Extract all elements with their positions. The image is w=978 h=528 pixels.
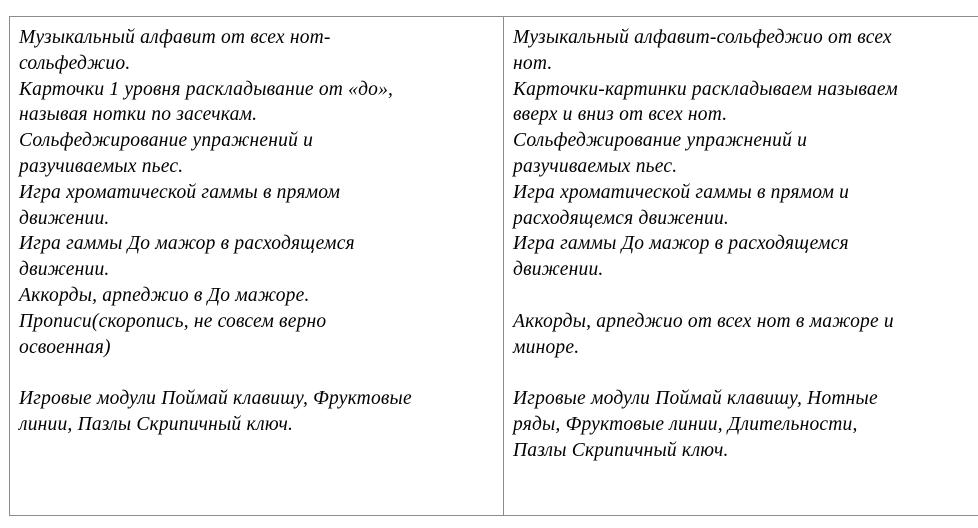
left-line: Карточки 1 уровня раскладывание от «до»,	[19, 78, 394, 100]
left-line: Игра хроматической гаммы в прямом	[19, 181, 341, 203]
right-line: Пазлы Скрипичный ключ.	[513, 439, 729, 461]
right-line: Игра хроматической гаммы в прямом и	[513, 181, 850, 203]
left-line: разучиваемых пьес.	[19, 155, 184, 177]
table-row	[10, 17, 978, 516]
right-line: нот.	[513, 52, 553, 74]
left-line: движении.	[19, 207, 110, 229]
right-line: Аккорды, арпеджио от всех нот в мажоре и	[513, 310, 894, 332]
right-line-blank	[513, 360, 978, 386]
right-line: Музыкальный алфавит-сольфеджио от всех	[513, 27, 892, 48]
left-line: Аккорды, арпеджио в До мажоре.	[19, 284, 310, 306]
left-line: движении.	[19, 259, 110, 281]
right-line: Сольфеджирование упражнений и	[513, 130, 808, 152]
right-line: Игровые модули Поймай клавишу, Нотные	[513, 388, 878, 410]
right-line: Игра гаммы До мажор в расходящемся	[513, 233, 849, 255]
right-cell	[504, 17, 978, 516]
right-line: Карточки-картинки раскладываем называем	[513, 78, 898, 100]
left-cell	[10, 17, 504, 516]
left-line-blank	[19, 360, 495, 386]
right-line-blank	[513, 283, 978, 309]
comparison-table	[9, 16, 978, 516]
left-line: называя нотки по засечкам.	[19, 104, 258, 126]
left-line: Прописи(скоропись, не совсем верно	[19, 310, 327, 332]
left-line: линии, Пазлы Скрипичный ключ.	[19, 413, 294, 435]
right-line: разучиваемых пьес.	[513, 155, 678, 177]
left-line: Игра гаммы До мажор в расходящемся	[19, 233, 355, 255]
right-line: ряды, Фруктовые линии, Длительности,	[513, 413, 858, 435]
left-line: сольфеджио.	[19, 52, 131, 74]
left-line: Игровые модули Поймай клавишу, Фруктовые	[19, 388, 412, 410]
left-line: Сольфеджирование упражнений и	[19, 130, 314, 152]
right-line: миноре.	[513, 336, 580, 358]
left-line: освоенная)	[19, 336, 111, 358]
right-line: движении.	[513, 259, 604, 281]
left-line: Музыкальный алфавит от всех нот-	[19, 27, 331, 48]
right-line: вверх и вниз от всех нот.	[513, 104, 728, 126]
right-line: расходящемся движении.	[513, 207, 729, 229]
